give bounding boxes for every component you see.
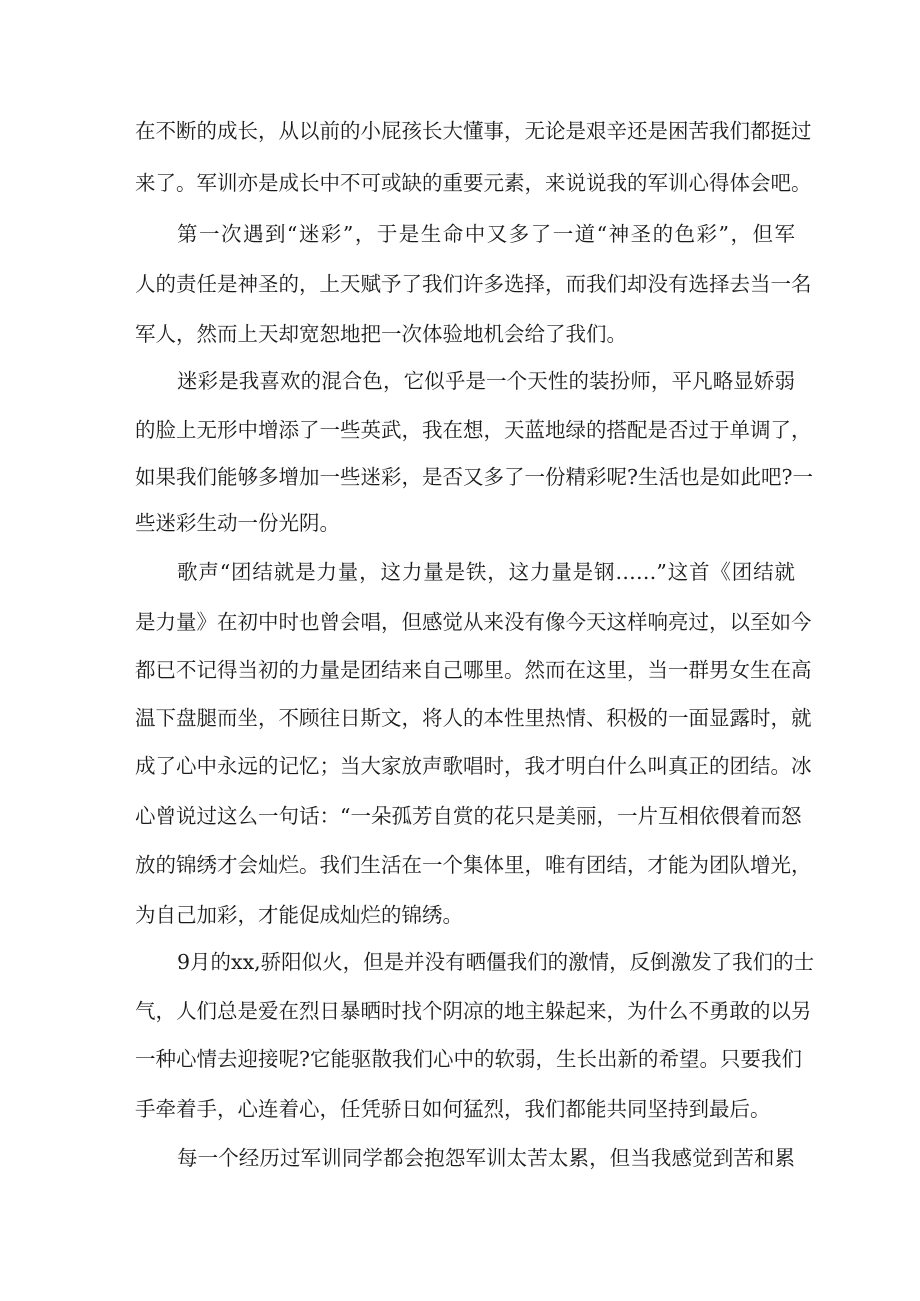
text-line: 如果我们能够多增加一些迷彩，是否又多了一份精彩呢?生活也是如此吧?一 — [135, 465, 813, 489]
text-line: 每一个经历过军训同学都会抱怨军训太苦太累，但当我感觉到苦和累 — [177, 1146, 795, 1170]
text-line: 9月的xx,骄阳似火，但是并没有晒僵我们的激情，反倒激发了我们的士 — [177, 950, 815, 974]
text-line: 在不断的成长，从以前的小屁孩长大懂事，无论是艰辛还是困苦我们都挺过 — [135, 119, 812, 143]
text-line: 手牵着手，心连着心，任凭骄日如何猛烈，我们都能共同坚持到最后。 — [135, 1097, 771, 1121]
text-line: 歌声“团结就是力量，这力量是铁，这力量是钢……”这首《团结就 — [177, 560, 795, 584]
text-line: 一种心情去迎接呢?它能驱散我们心中的软弱，生长出新的希望。只要我们 — [135, 1047, 802, 1071]
text-line: 的脸上无形中增添了一些英武，我在想，天蓝地绿的搭配是否过于单调了， — [135, 418, 812, 442]
text-line: 都已不记得当初的力量是团结来自己哪里。然而在这里，当一群男女生在高 — [135, 658, 812, 682]
text-line: 些迷彩生动一份光阴。 — [135, 511, 340, 535]
text-line: 军人，然而上天却宽恕地把一次体验地机会给了我们。 — [135, 322, 627, 346]
text-line: 人的责任是神圣的，上天赋予了我们许多选择，而我们却没有选择去当一名 — [135, 272, 812, 296]
text-line: 气，人们总是爱在烈日暴晒时找个阴凉的地主躲起来，为什么不勇敢的以另 — [135, 999, 812, 1023]
text-line: 来了。军训亦是成长中不可或缺的重要元素，来说说我的军训心得体会吧。 — [135, 171, 812, 195]
text-line: 迷彩是我喜欢的混合色，它似乎是一个天性的装扮师，平凡略显娇弱 — [177, 369, 795, 393]
text-line: 成了心中永远的记忆；当大家放声歌唱时，我才明白什么叫真正的团结。冰 — [135, 754, 812, 778]
text-line: 第一次遇到“迷彩”，于是生命中又多了一道“神圣的色彩”，但军 — [177, 222, 795, 246]
text-line: 是力量》在初中时也曾会唱，但感觉从来没有像今天这样响亮过，以至如今 — [135, 610, 812, 634]
text-line: 温下盘腿而坐，不顾往日斯文，将人的本性里热情、积极的一面显露时，就 — [135, 706, 812, 730]
text-line: 放的锦绣才会灿烂。我们生活在一个集体里，唯有团结，才能为团队增光， — [135, 853, 812, 877]
text-line: 心曾说过这么一句话：“一朵孤芳自赏的花只是美丽，一片互相依偎着而怒 — [135, 804, 802, 828]
text-line: 为自己加彩，才能促成灿烂的锦绣。 — [135, 903, 463, 927]
